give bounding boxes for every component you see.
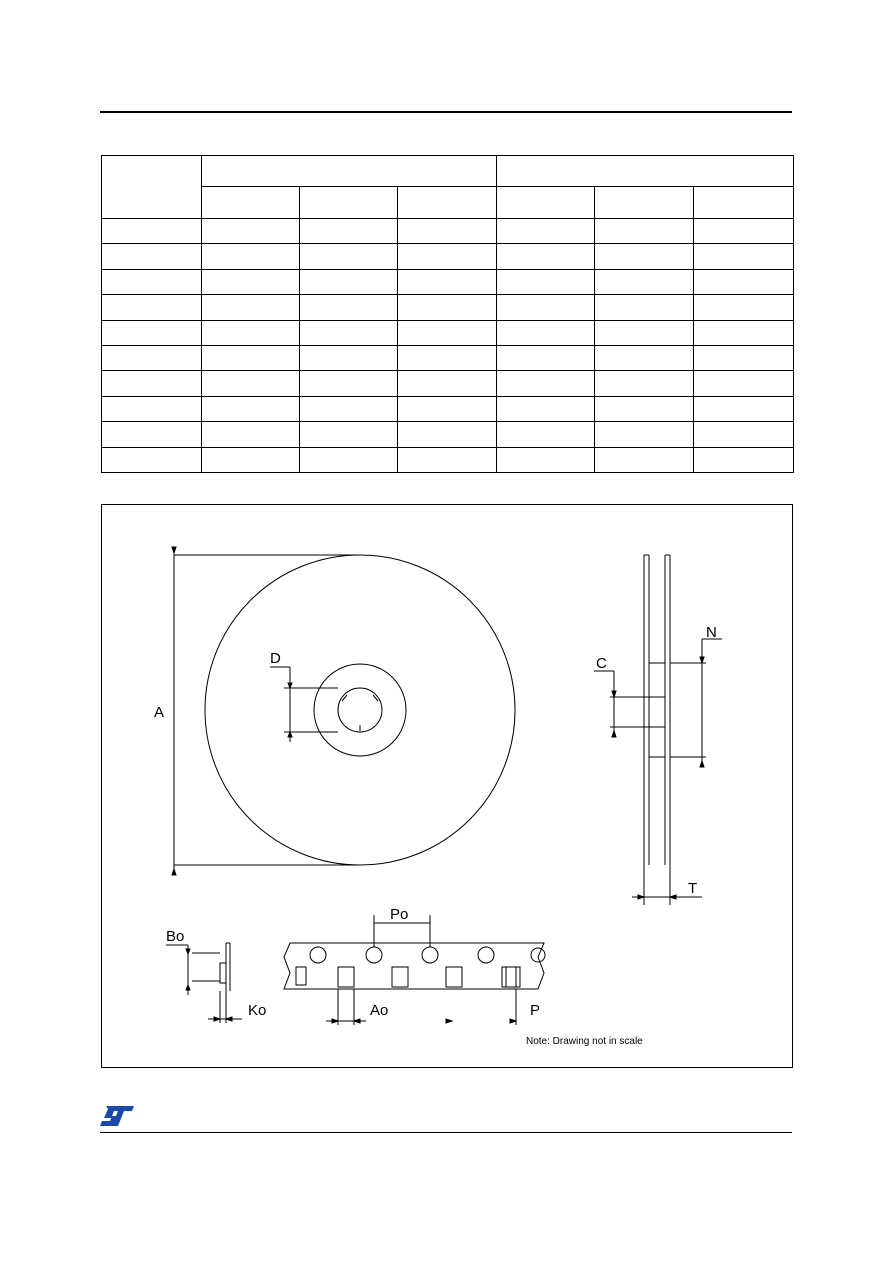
label-C: C — [596, 655, 607, 672]
table-cell — [595, 447, 694, 472]
table-cell — [202, 447, 300, 472]
table-subheader-cell — [202, 187, 300, 219]
table-cell — [300, 371, 398, 396]
table-cell — [398, 447, 497, 472]
table-row — [102, 295, 794, 320]
table-cell — [398, 269, 497, 294]
table-cell — [694, 371, 794, 396]
table-cell — [102, 295, 202, 320]
table-cell — [497, 244, 595, 269]
table-cell — [694, 295, 794, 320]
footer-rule — [100, 1132, 792, 1133]
drawing-note: Note: Drawing not in scale — [526, 1036, 643, 1047]
st-logo-icon — [100, 1104, 136, 1128]
table-cell — [102, 244, 202, 269]
reel-dimensions-table — [101, 155, 794, 473]
label-A: A — [154, 704, 165, 721]
table-cell — [398, 320, 497, 345]
table-cell — [102, 219, 202, 244]
reel-spindle-keys — [342, 695, 378, 731]
table-cell — [102, 422, 202, 447]
table-cell — [595, 396, 694, 421]
table-row — [102, 345, 794, 370]
table-cell — [102, 320, 202, 345]
table-cell — [202, 320, 300, 345]
table-cell — [497, 320, 595, 345]
table-cell — [497, 295, 595, 320]
table-row — [102, 371, 794, 396]
table-cell — [102, 371, 202, 396]
table-row — [102, 219, 794, 244]
table-cell — [694, 396, 794, 421]
table-cell — [202, 244, 300, 269]
table-cell — [595, 244, 694, 269]
table-cell — [497, 422, 595, 447]
table-cell — [694, 320, 794, 345]
table-cell — [595, 422, 694, 447]
table-cell — [497, 371, 595, 396]
reel-outer-circle — [205, 555, 515, 865]
table-cell — [694, 345, 794, 370]
table-cell — [300, 447, 398, 472]
table-cell — [202, 345, 300, 370]
table-row — [102, 244, 794, 269]
table-cell — [398, 219, 497, 244]
table-row — [102, 422, 794, 447]
table-subheader-cell — [398, 187, 497, 219]
table-cell — [300, 269, 398, 294]
table-subheader-row — [102, 187, 794, 219]
table-cell — [398, 371, 497, 396]
reel-drawing-svg — [102, 505, 792, 1067]
table-cell — [300, 422, 398, 447]
table-cell — [398, 295, 497, 320]
table-cell — [202, 295, 300, 320]
label-N: N — [706, 624, 717, 641]
table-cell — [595, 371, 694, 396]
table-cell — [595, 345, 694, 370]
table-cell — [694, 422, 794, 447]
label-Ao: Ao — [370, 1002, 389, 1019]
table-cell — [694, 219, 794, 244]
table-cell — [694, 447, 794, 472]
table-cell — [497, 396, 595, 421]
table-body — [102, 219, 794, 473]
table-subheader-cell — [595, 187, 694, 219]
table-subheader-cell — [497, 187, 595, 219]
table-cell — [398, 345, 497, 370]
table-cell — [398, 396, 497, 421]
table-cell — [102, 345, 202, 370]
carrier-tape — [284, 943, 544, 989]
label-T: T — [688, 880, 698, 897]
table-cell — [497, 219, 595, 244]
reel-hub-circle — [314, 664, 406, 756]
table-cell — [300, 244, 398, 269]
label-P: P — [530, 1002, 541, 1019]
table-row — [102, 447, 794, 472]
label-Bo: Bo — [166, 928, 185, 945]
label-Po: Po — [390, 906, 409, 923]
table-group-header — [202, 156, 497, 187]
table-cell — [694, 269, 794, 294]
table-cell — [102, 447, 202, 472]
header-rule — [100, 111, 792, 113]
table-cell — [497, 269, 595, 294]
table-cell — [595, 295, 694, 320]
table-cell — [300, 320, 398, 345]
table-cell — [398, 422, 497, 447]
table-cell — [595, 269, 694, 294]
table-cell — [497, 447, 595, 472]
table-subheader-cell — [694, 187, 794, 219]
table-cell — [595, 219, 694, 244]
table-subheader-cell — [300, 187, 398, 219]
table-header-row — [102, 156, 794, 187]
table-cell — [595, 320, 694, 345]
table-cell — [202, 371, 300, 396]
table-cell — [300, 396, 398, 421]
table-row — [102, 269, 794, 294]
table-corner-cell — [102, 156, 202, 219]
label-Ko: Ko — [248, 1002, 267, 1019]
table-cell — [202, 269, 300, 294]
table-cell — [694, 244, 794, 269]
table-cell — [497, 345, 595, 370]
table-row — [102, 320, 794, 345]
table-cell — [300, 295, 398, 320]
reel-drawing-figure — [101, 504, 793, 1068]
table-cell — [202, 422, 300, 447]
table-cell — [102, 269, 202, 294]
table-row — [102, 396, 794, 421]
table-cell — [300, 345, 398, 370]
table-group-header — [497, 156, 794, 187]
table-cell — [300, 219, 398, 244]
table-cell — [398, 244, 497, 269]
table-cell — [202, 219, 300, 244]
table-cell — [102, 396, 202, 421]
label-D: D — [270, 650, 281, 667]
table-cell — [202, 396, 300, 421]
